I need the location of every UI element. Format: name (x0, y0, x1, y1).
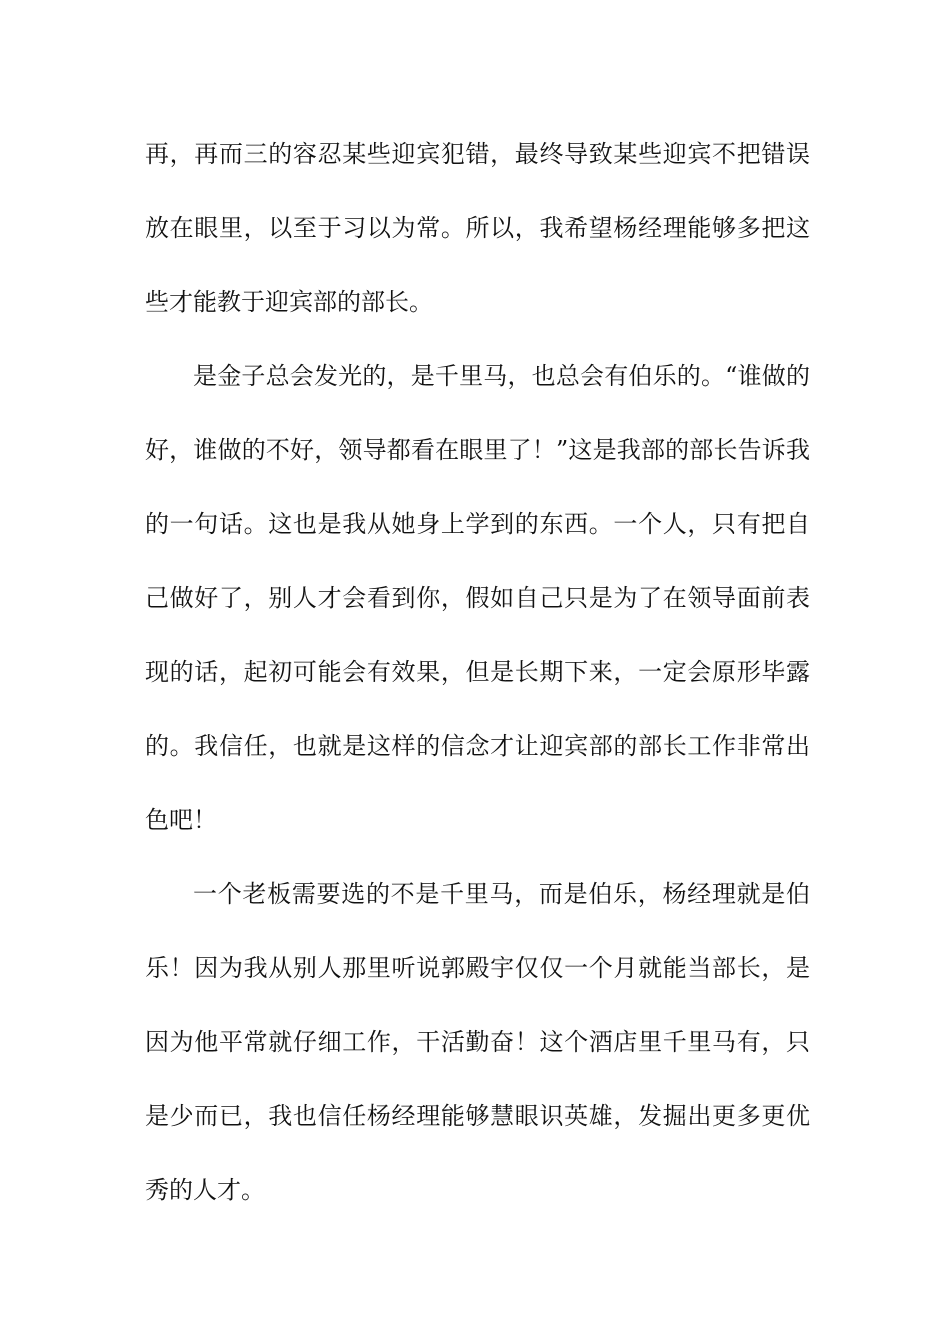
paragraph-2: 是金子总会发光的，是千里马，也总会有伯乐的。“谁做的好，谁做的不好，领导都看在眼里了！”这是我部的部长告诉我的一句话。这也是我从她身上学到的东西。一个人，只有把自己做好了，别人才会看到你，假如自己只是为了在领导面前表现的话，起初可能会有效果，但是长期下来，一定会原形毕露的。我信任，也就是这样的信念才让迎宾部的部长工作非常出色吧！ (145, 362, 810, 834)
paragraph-1: 再，再而三的容忍某些迎宾犯错，最终导致某些迎宾不把错误放在眼里，以至于习以为常。所以，我希望杨经理能够多把这些才能教于迎宾部的部长。 (145, 140, 810, 316)
document-body (145, 117, 810, 1227)
paragraph-3: 一个老板需要选的不是千里马，而是伯乐，杨经理就是伯乐！因为我从别人那里听说郭殿宇仅仅一个月就能当部长，是因为他平常就仔细工作，干活勤奋！这个酒店里千里马有，只是少而已，我也信任杨经理能够慧眼识英雄，发掘出更多更优秀的人才。 (145, 880, 810, 1204)
